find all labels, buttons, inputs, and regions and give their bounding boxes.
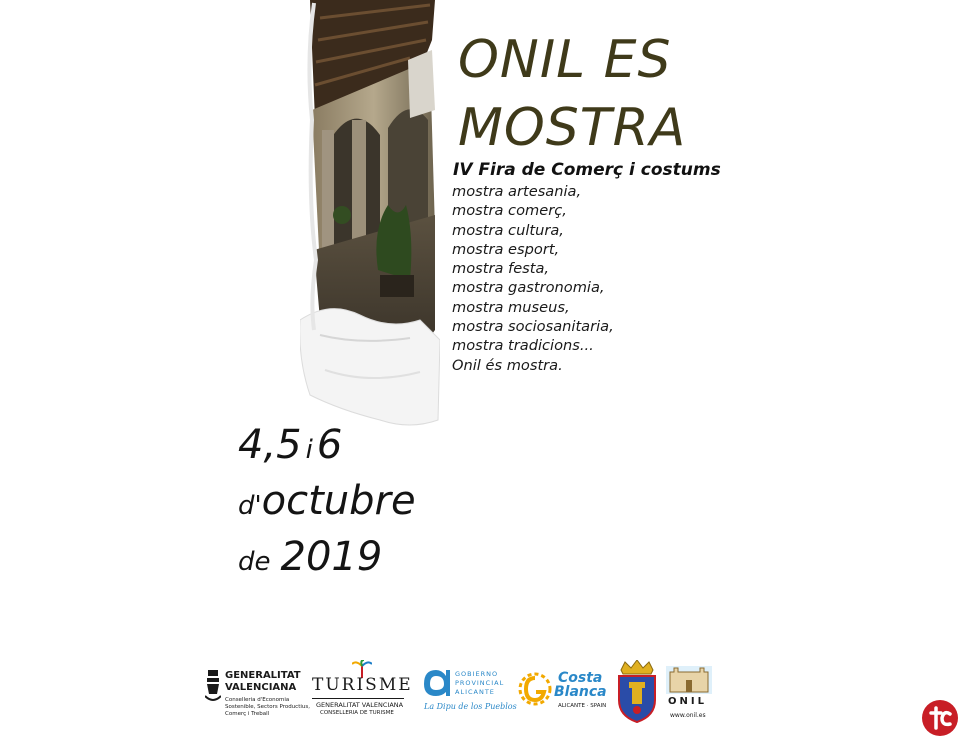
date-year-prefix: de [238,547,271,577]
date-month [238,478,416,524]
diputacion-logo [422,664,517,714]
date-month-name: octubre [261,478,416,524]
onil-logo [664,662,714,722]
turisme-logo [312,660,413,720]
generalitat-dept-1: Conselleria d'Economia [225,697,290,703]
onil-coat-of-arms-icon [615,660,659,724]
courtyard-photo [300,0,440,430]
mostra-item: mostra museus, [452,298,570,316]
mostra-item: mostra tradicions... [452,337,594,355]
mostra-item: mostra esport, [452,240,560,258]
diputacion-line-2: PROVINCIAL [455,679,505,687]
diputacion-a-icon [422,668,450,698]
date-month-prefix: d' [238,491,262,521]
diputacion-line-1: GOBIERNO [455,670,499,678]
brand-badge-icon [922,700,958,736]
onil-name: ONIL [668,696,707,707]
mostra-item: Onil és mostra. [452,356,563,374]
generalitat-emblem-icon [205,670,221,704]
sun-icon [518,672,552,706]
poster-subtitle: IV Fira de Comerç i costums [453,160,721,180]
generalitat-logo [205,668,310,720]
date-last-day: 6 [316,422,343,468]
mostra-item: mostra festa, [452,260,550,278]
generalitat-dept-2: Sostenible, Sectors Productius, [225,704,310,710]
turisme-sub-1: GENERALITAT VALENCIANA [316,701,404,709]
date-year [238,534,382,580]
turisme-sub-2: CONSELLERIA DE TURISME [320,710,394,716]
costa-blanca-line-1: Costa [558,670,603,686]
castle-icon [666,662,712,694]
generalitat-name-1: GENERALITAT [225,670,301,681]
diputacion-tagline: La Dipu de los Pueblos [424,702,517,711]
diputacion-line-3: ALICANTE [455,688,495,696]
costa-blanca-line-2: Blanca [554,684,607,700]
date-days-range: 4,5 [238,422,302,468]
mostra-item: mostra sociosanitaria, [452,318,614,336]
generalitat-dept-3: Comerç i Treball [225,711,270,717]
date-year-value: 2019 [280,534,383,580]
onil-url: www.onil.es [670,712,706,719]
mostra-item: mostra comerç, [452,202,567,220]
poster-title-line-2: MOSTRA [458,98,687,158]
turisme-divider [312,698,404,699]
mostra-item: mostra artesania, [452,183,582,200]
costa-blanca-logo [518,670,608,714]
mostra-item: mostra cultura, [452,221,564,239]
costa-blanca-sub: ALICANTE · SPAIN [558,703,607,709]
date-conjunction: i [305,435,313,465]
generalitat-name-2: VALENCIANA [225,682,297,693]
mostra-item: mostra gastronomia, [452,279,605,297]
turisme-name: TURISME [312,675,413,695]
brand-badge-glyph-icon [922,700,958,736]
poster-title-line-1: ONIL ES [458,30,672,90]
mostra-list [452,182,614,375]
date-days [238,422,342,468]
